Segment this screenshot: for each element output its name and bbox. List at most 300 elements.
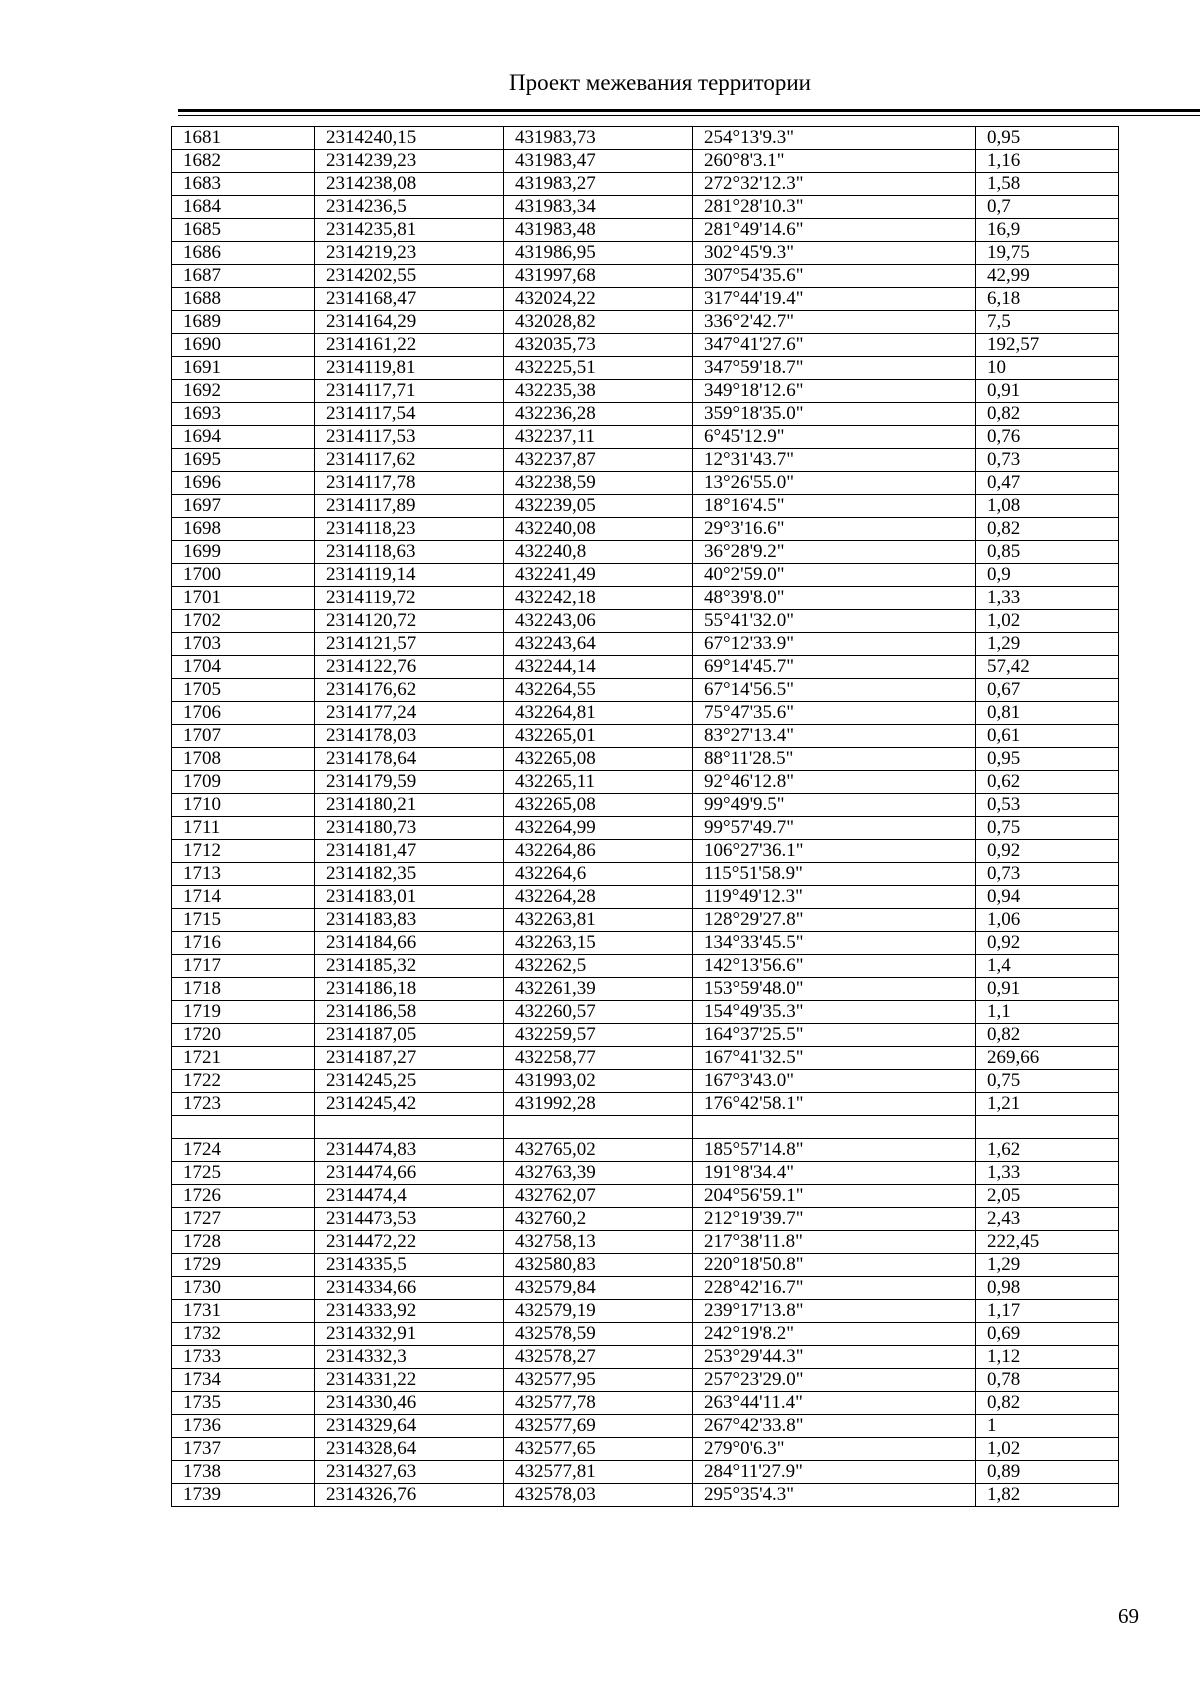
y-coordinate-cell: 431997,68	[504, 265, 693, 288]
table-row	[172, 656, 1119, 679]
y-coordinate-cell: 432577,78	[504, 1391, 693, 1414]
x-coordinate-cell: 2314331,22	[315, 1368, 504, 1391]
point-number-cell: 1688	[172, 288, 315, 311]
distance-cell: 0,92	[976, 932, 1119, 955]
distance-cell: 0,89	[976, 1460, 1119, 1483]
direction-angle-cell: 153°59'48.0"	[693, 978, 976, 1001]
y-coordinate-cell: 432235,38	[504, 380, 693, 403]
y-coordinate-cell: 432240,8	[504, 541, 693, 564]
direction-angle-cell: 204°56'59.1"	[693, 1184, 976, 1207]
table-row	[172, 403, 1119, 426]
x-coordinate-cell: 2314334,66	[315, 1276, 504, 1299]
y-coordinate-cell: 432264,28	[504, 886, 693, 909]
point-number-cell: 1707	[172, 725, 315, 748]
y-coordinate-cell: 432236,28	[504, 403, 693, 426]
distance-cell: 10	[976, 357, 1119, 380]
distance-cell: 0,53	[976, 794, 1119, 817]
direction-angle-cell: 18°16'4.5"	[693, 495, 976, 518]
point-number-cell: 1715	[172, 909, 315, 932]
y-coordinate-cell: 432035,73	[504, 334, 693, 357]
x-coordinate-cell: 2314183,01	[315, 886, 504, 909]
direction-angle-cell: 359°18'35.0"	[693, 403, 976, 426]
point-number-cell: 1737	[172, 1437, 315, 1460]
distance-cell: 192,57	[976, 334, 1119, 357]
table-row	[172, 748, 1119, 771]
point-number-cell: 1733	[172, 1345, 315, 1368]
distance-cell: 0,85	[976, 541, 1119, 564]
direction-angle-cell: 239°17'13.8"	[693, 1299, 976, 1322]
point-number-cell: 1698	[172, 518, 315, 541]
point-number-cell: 1739	[172, 1483, 315, 1506]
point-number-cell: 1697	[172, 495, 315, 518]
table-row	[172, 380, 1119, 403]
y-coordinate-cell: 431993,02	[504, 1070, 693, 1093]
x-coordinate-cell: 2314474,66	[315, 1161, 504, 1184]
table-row	[172, 541, 1119, 564]
distance-cell: 0,73	[976, 863, 1119, 886]
table-row	[172, 449, 1119, 472]
direction-angle-cell: 48°39'8.0"	[693, 587, 976, 610]
point-number-cell: 1682	[172, 150, 315, 173]
point-number-cell: 1727	[172, 1207, 315, 1230]
distance-cell: 1,16	[976, 150, 1119, 173]
point-number-cell: 1703	[172, 633, 315, 656]
point-number-cell	[172, 1116, 315, 1139]
table-row	[172, 1460, 1119, 1483]
table-row	[172, 150, 1119, 173]
distance-cell: 222,45	[976, 1230, 1119, 1253]
point-number-cell: 1732	[172, 1322, 315, 1345]
x-coordinate-cell: 2314119,81	[315, 357, 504, 380]
direction-angle-cell: 154°49'35.3"	[693, 1001, 976, 1024]
x-coordinate-cell: 2314186,18	[315, 978, 504, 1001]
distance-cell: 0,94	[976, 886, 1119, 909]
x-coordinate-cell: 2314117,62	[315, 449, 504, 472]
distance-cell: 57,42	[976, 656, 1119, 679]
table-row	[172, 219, 1119, 242]
x-coordinate-cell: 2314332,91	[315, 1322, 504, 1345]
direction-angle-cell: 119°49'12.3"	[693, 886, 976, 909]
table-row	[172, 1116, 1119, 1139]
table-row	[172, 288, 1119, 311]
table-row	[172, 633, 1119, 656]
coordinates-table-body	[172, 127, 1119, 1507]
table-row	[172, 1276, 1119, 1299]
y-coordinate-cell: 432263,15	[504, 932, 693, 955]
x-coordinate-cell: 2314330,46	[315, 1391, 504, 1414]
point-number-cell: 1691	[172, 357, 315, 380]
x-coordinate-cell: 2314184,66	[315, 932, 504, 955]
direction-angle-cell: 36°28'9.2"	[693, 541, 976, 564]
direction-angle-cell: 253°29'44.3"	[693, 1345, 976, 1368]
y-coordinate-cell: 431992,28	[504, 1093, 693, 1116]
point-number-cell: 1684	[172, 196, 315, 219]
direction-angle-cell: 263°44'11.4"	[693, 1391, 976, 1414]
point-number-cell: 1731	[172, 1299, 315, 1322]
x-coordinate-cell: 2314235,81	[315, 219, 504, 242]
point-number-cell: 1689	[172, 311, 315, 334]
y-coordinate-cell: 432024,22	[504, 288, 693, 311]
point-number-cell: 1725	[172, 1161, 315, 1184]
point-number-cell: 1735	[172, 1391, 315, 1414]
x-coordinate-cell: 2314168,47	[315, 288, 504, 311]
table-row	[172, 679, 1119, 702]
direction-angle-cell: 272°32'12.3"	[693, 173, 976, 196]
point-number-cell: 1717	[172, 955, 315, 978]
y-coordinate-cell: 432242,18	[504, 587, 693, 610]
direction-angle-cell: 217°38'11.8"	[693, 1230, 976, 1253]
y-coordinate-cell: 432577,95	[504, 1368, 693, 1391]
page-header-title: Проект межевания территории	[509, 70, 811, 95]
table-row	[172, 1391, 1119, 1414]
point-number-cell: 1701	[172, 587, 315, 610]
table-row	[172, 1047, 1119, 1070]
table-row	[172, 817, 1119, 840]
y-coordinate-cell: 432579,84	[504, 1276, 693, 1299]
y-coordinate-cell: 431983,27	[504, 173, 693, 196]
direction-angle-cell: 67°12'33.9"	[693, 633, 976, 656]
point-number-cell: 1710	[172, 794, 315, 817]
x-coordinate-cell: 2314122,76	[315, 656, 504, 679]
distance-cell: 0,95	[976, 127, 1119, 150]
distance-cell: 1,4	[976, 955, 1119, 978]
distance-cell: 0,62	[976, 771, 1119, 794]
y-coordinate-cell: 432238,59	[504, 472, 693, 495]
table-row	[172, 932, 1119, 955]
direction-angle-cell: 228°42'16.7"	[693, 1276, 976, 1299]
distance-cell: 0,75	[976, 1070, 1119, 1093]
point-number-cell: 1693	[172, 403, 315, 426]
point-number-cell: 1712	[172, 840, 315, 863]
direction-angle-cell: 69°14'45.7"	[693, 656, 976, 679]
distance-cell: 0,91	[976, 978, 1119, 1001]
x-coordinate-cell	[315, 1116, 504, 1139]
x-coordinate-cell: 2314164,29	[315, 311, 504, 334]
y-coordinate-cell: 432762,07	[504, 1184, 693, 1207]
table-row	[172, 1368, 1119, 1391]
direction-angle-cell: 12°31'43.7"	[693, 449, 976, 472]
y-coordinate-cell: 432241,49	[504, 564, 693, 587]
distance-cell: 1,62	[976, 1138, 1119, 1161]
point-number-cell: 1706	[172, 702, 315, 725]
table-row	[172, 1299, 1119, 1322]
table-row	[172, 472, 1119, 495]
point-number-cell: 1702	[172, 610, 315, 633]
x-coordinate-cell: 2314181,47	[315, 840, 504, 863]
distance-cell: 19,75	[976, 242, 1119, 265]
point-number-cell: 1711	[172, 817, 315, 840]
direction-angle-cell: 281°28'10.3"	[693, 196, 976, 219]
direction-angle-cell: 260°8'3.1"	[693, 150, 976, 173]
y-coordinate-cell: 432258,77	[504, 1047, 693, 1070]
x-coordinate-cell: 2314236,5	[315, 196, 504, 219]
x-coordinate-cell: 2314202,55	[315, 265, 504, 288]
table-row	[172, 1138, 1119, 1161]
table-row	[172, 1414, 1119, 1437]
table-row	[172, 311, 1119, 334]
distance-cell: 1,33	[976, 587, 1119, 610]
point-number-cell: 1700	[172, 564, 315, 587]
x-coordinate-cell: 2314245,42	[315, 1093, 504, 1116]
direction-angle-cell: 347°59'18.7"	[693, 357, 976, 380]
x-coordinate-cell: 2314180,73	[315, 817, 504, 840]
direction-angle-cell: 88°11'28.5"	[693, 748, 976, 771]
y-coordinate-cell: 432265,08	[504, 748, 693, 771]
x-coordinate-cell: 2314185,32	[315, 955, 504, 978]
y-coordinate-cell: 432760,2	[504, 1207, 693, 1230]
y-coordinate-cell: 432265,01	[504, 725, 693, 748]
y-coordinate-cell: 432261,39	[504, 978, 693, 1001]
distance-cell: 0,82	[976, 1391, 1119, 1414]
distance-cell: 1,12	[976, 1345, 1119, 1368]
direction-angle-cell: 55°41'32.0"	[693, 610, 976, 633]
x-coordinate-cell: 2314117,89	[315, 495, 504, 518]
x-coordinate-cell: 2314118,23	[315, 518, 504, 541]
table-row	[172, 127, 1119, 150]
y-coordinate-cell: 432578,03	[504, 1483, 693, 1506]
distance-cell: 1,02	[976, 1437, 1119, 1460]
table-row	[172, 1184, 1119, 1207]
distance-cell: 1,33	[976, 1161, 1119, 1184]
x-coordinate-cell: 2314245,25	[315, 1070, 504, 1093]
y-coordinate-cell: 432243,06	[504, 610, 693, 633]
point-number-cell: 1728	[172, 1230, 315, 1253]
x-coordinate-cell: 2314119,14	[315, 564, 504, 587]
x-coordinate-cell: 2314328,64	[315, 1437, 504, 1460]
direction-angle-cell: 281°49'14.6"	[693, 219, 976, 242]
direction-angle-cell: 92°46'12.8"	[693, 771, 976, 794]
y-coordinate-cell: 432028,82	[504, 311, 693, 334]
table-row	[172, 1345, 1119, 1368]
distance-cell: 0,95	[976, 748, 1119, 771]
table-row	[172, 794, 1119, 817]
point-number-cell: 1686	[172, 242, 315, 265]
x-coordinate-cell: 2314219,23	[315, 242, 504, 265]
y-coordinate-cell: 432225,51	[504, 357, 693, 380]
distance-cell: 0,82	[976, 518, 1119, 541]
table-row	[172, 771, 1119, 794]
x-coordinate-cell: 2314329,64	[315, 1414, 504, 1437]
direction-angle-cell: 6°45'12.9"	[693, 426, 976, 449]
point-number-cell: 1721	[172, 1047, 315, 1070]
y-coordinate-cell: 432260,57	[504, 1001, 693, 1024]
distance-cell: 1,82	[976, 1483, 1119, 1506]
x-coordinate-cell: 2314117,54	[315, 403, 504, 426]
table-row	[172, 610, 1119, 633]
y-coordinate-cell: 432265,11	[504, 771, 693, 794]
direction-angle-cell: 307°54'35.6"	[693, 265, 976, 288]
table-row	[172, 725, 1119, 748]
point-number-cell: 1734	[172, 1368, 315, 1391]
distance-cell: 42,99	[976, 265, 1119, 288]
y-coordinate-cell: 432579,19	[504, 1299, 693, 1322]
y-coordinate-cell: 432265,08	[504, 794, 693, 817]
table-row	[172, 1207, 1119, 1230]
y-coordinate-cell	[504, 1116, 693, 1139]
table-row	[172, 1483, 1119, 1506]
direction-angle-cell	[693, 1116, 976, 1139]
table-row	[172, 1093, 1119, 1116]
direction-angle-cell: 267°42'33.8"	[693, 1414, 976, 1437]
direction-angle-cell: 220°18'50.8"	[693, 1253, 976, 1276]
distance-cell: 1,17	[976, 1299, 1119, 1322]
table-row	[172, 1070, 1119, 1093]
direction-angle-cell: 134°33'45.5"	[693, 932, 976, 955]
distance-cell: 1,58	[976, 173, 1119, 196]
direction-angle-cell: 83°27'13.4"	[693, 725, 976, 748]
y-coordinate-cell: 432577,81	[504, 1460, 693, 1483]
direction-angle-cell: 128°29'27.8"	[693, 909, 976, 932]
table-row	[172, 564, 1119, 587]
point-number-cell: 1685	[172, 219, 315, 242]
page-number: 69	[1118, 1604, 1139, 1628]
y-coordinate-cell: 431986,95	[504, 242, 693, 265]
y-coordinate-cell: 432264,86	[504, 840, 693, 863]
direction-angle-cell: 279°0'6.3"	[693, 1437, 976, 1460]
x-coordinate-cell: 2314119,72	[315, 587, 504, 610]
point-number-cell: 1681	[172, 127, 315, 150]
table-row	[172, 886, 1119, 909]
point-number-cell: 1705	[172, 679, 315, 702]
direction-angle-cell: 347°41'27.6"	[693, 334, 976, 357]
table-row	[172, 909, 1119, 932]
distance-cell: 1,08	[976, 495, 1119, 518]
direction-angle-cell: 75°47'35.6"	[693, 702, 976, 725]
direction-angle-cell: 167°3'43.0"	[693, 1070, 976, 1093]
table-row	[172, 1001, 1119, 1024]
table-row	[172, 265, 1119, 288]
table-row	[172, 978, 1119, 1001]
direction-angle-cell: 254°13'9.3"	[693, 127, 976, 150]
x-coordinate-cell: 2314333,92	[315, 1299, 504, 1322]
distance-cell: 1	[976, 1414, 1119, 1437]
point-number-cell: 1730	[172, 1276, 315, 1299]
direction-angle-cell: 349°18'12.6"	[693, 380, 976, 403]
y-coordinate-cell: 432763,39	[504, 1161, 693, 1184]
y-coordinate-cell: 432264,6	[504, 863, 693, 886]
y-coordinate-cell: 431983,47	[504, 150, 693, 173]
y-coordinate-cell: 432240,08	[504, 518, 693, 541]
distance-cell: 0,75	[976, 817, 1119, 840]
y-coordinate-cell: 432262,5	[504, 955, 693, 978]
distance-cell: 0,47	[976, 472, 1119, 495]
distance-cell: 0,73	[976, 449, 1119, 472]
distance-cell: 0,69	[976, 1322, 1119, 1345]
direction-angle-cell: 99°49'9.5"	[693, 794, 976, 817]
point-number-cell: 1692	[172, 380, 315, 403]
point-number-cell: 1704	[172, 656, 315, 679]
table-row	[172, 1322, 1119, 1345]
x-coordinate-cell: 2314117,71	[315, 380, 504, 403]
x-coordinate-cell: 2314187,27	[315, 1047, 504, 1070]
distance-cell: 0,82	[976, 403, 1119, 426]
direction-angle-cell: 242°19'8.2"	[693, 1322, 976, 1345]
point-number-cell: 1690	[172, 334, 315, 357]
direction-angle-cell: 13°26'55.0"	[693, 472, 976, 495]
point-number-cell: 1683	[172, 173, 315, 196]
distance-cell: 1,06	[976, 909, 1119, 932]
distance-cell: 1,29	[976, 1253, 1119, 1276]
y-coordinate-cell: 432239,05	[504, 495, 693, 518]
point-number-cell: 1699	[172, 541, 315, 564]
table-row	[172, 495, 1119, 518]
point-number-cell: 1708	[172, 748, 315, 771]
point-number-cell: 1738	[172, 1460, 315, 1483]
point-number-cell: 1716	[172, 932, 315, 955]
x-coordinate-cell: 2314240,15	[315, 127, 504, 150]
y-coordinate-cell: 432765,02	[504, 1138, 693, 1161]
y-coordinate-cell: 432244,14	[504, 656, 693, 679]
x-coordinate-cell: 2314182,35	[315, 863, 504, 886]
distance-cell: 0,76	[976, 426, 1119, 449]
table-row	[172, 863, 1119, 886]
x-coordinate-cell: 2314473,53	[315, 1207, 504, 1230]
point-number-cell: 1709	[172, 771, 315, 794]
distance-cell: 0,82	[976, 1024, 1119, 1047]
point-number-cell: 1714	[172, 886, 315, 909]
y-coordinate-cell: 432263,81	[504, 909, 693, 932]
x-coordinate-cell: 2314183,83	[315, 909, 504, 932]
point-number-cell: 1694	[172, 426, 315, 449]
table-row	[172, 242, 1119, 265]
table-row	[172, 1437, 1119, 1460]
y-coordinate-cell: 432264,81	[504, 702, 693, 725]
point-number-cell: 1722	[172, 1070, 315, 1093]
x-coordinate-cell: 2314178,64	[315, 748, 504, 771]
x-coordinate-cell: 2314335,5	[315, 1253, 504, 1276]
direction-angle-cell: 302°45'9.3"	[693, 242, 976, 265]
distance-cell: 0,91	[976, 380, 1119, 403]
direction-angle-cell: 185°57'14.8"	[693, 1138, 976, 1161]
x-coordinate-cell: 2314239,23	[315, 150, 504, 173]
direction-angle-cell: 176°42'58.1"	[693, 1093, 976, 1116]
table-row	[172, 196, 1119, 219]
y-coordinate-cell: 432580,83	[504, 1253, 693, 1276]
direction-angle-cell: 167°41'32.5"	[693, 1047, 976, 1070]
distance-cell: 0,7	[976, 196, 1119, 219]
direction-angle-cell: 295°35'4.3"	[693, 1483, 976, 1506]
y-coordinate-cell: 432237,87	[504, 449, 693, 472]
x-coordinate-cell: 2314327,63	[315, 1460, 504, 1483]
x-coordinate-cell: 2314186,58	[315, 1001, 504, 1024]
x-coordinate-cell: 2314474,4	[315, 1184, 504, 1207]
distance-cell: 2,43	[976, 1207, 1119, 1230]
x-coordinate-cell: 2314332,3	[315, 1345, 504, 1368]
distance-cell: 1,1	[976, 1001, 1119, 1024]
distance-cell: 0,81	[976, 702, 1119, 725]
table-row	[172, 1253, 1119, 1276]
y-coordinate-cell: 432758,13	[504, 1230, 693, 1253]
point-number-cell: 1729	[172, 1253, 315, 1276]
x-coordinate-cell: 2314472,22	[315, 1230, 504, 1253]
y-coordinate-cell: 432577,69	[504, 1414, 693, 1437]
distance-cell: 0,92	[976, 840, 1119, 863]
point-number-cell: 1713	[172, 863, 315, 886]
direction-angle-cell: 142°13'56.6"	[693, 955, 976, 978]
distance-cell: 0,98	[976, 1276, 1119, 1299]
x-coordinate-cell: 2314178,03	[315, 725, 504, 748]
distance-cell: 1,21	[976, 1093, 1119, 1116]
y-coordinate-cell: 432243,64	[504, 633, 693, 656]
y-coordinate-cell: 431983,34	[504, 196, 693, 219]
distance-cell: 7,5	[976, 311, 1119, 334]
distance-cell: 16,9	[976, 219, 1119, 242]
direction-angle-cell: 115°51'58.9"	[693, 863, 976, 886]
table-row	[172, 1230, 1119, 1253]
x-coordinate-cell: 2314179,59	[315, 771, 504, 794]
table-row	[172, 1024, 1119, 1047]
y-coordinate-cell: 432259,57	[504, 1024, 693, 1047]
